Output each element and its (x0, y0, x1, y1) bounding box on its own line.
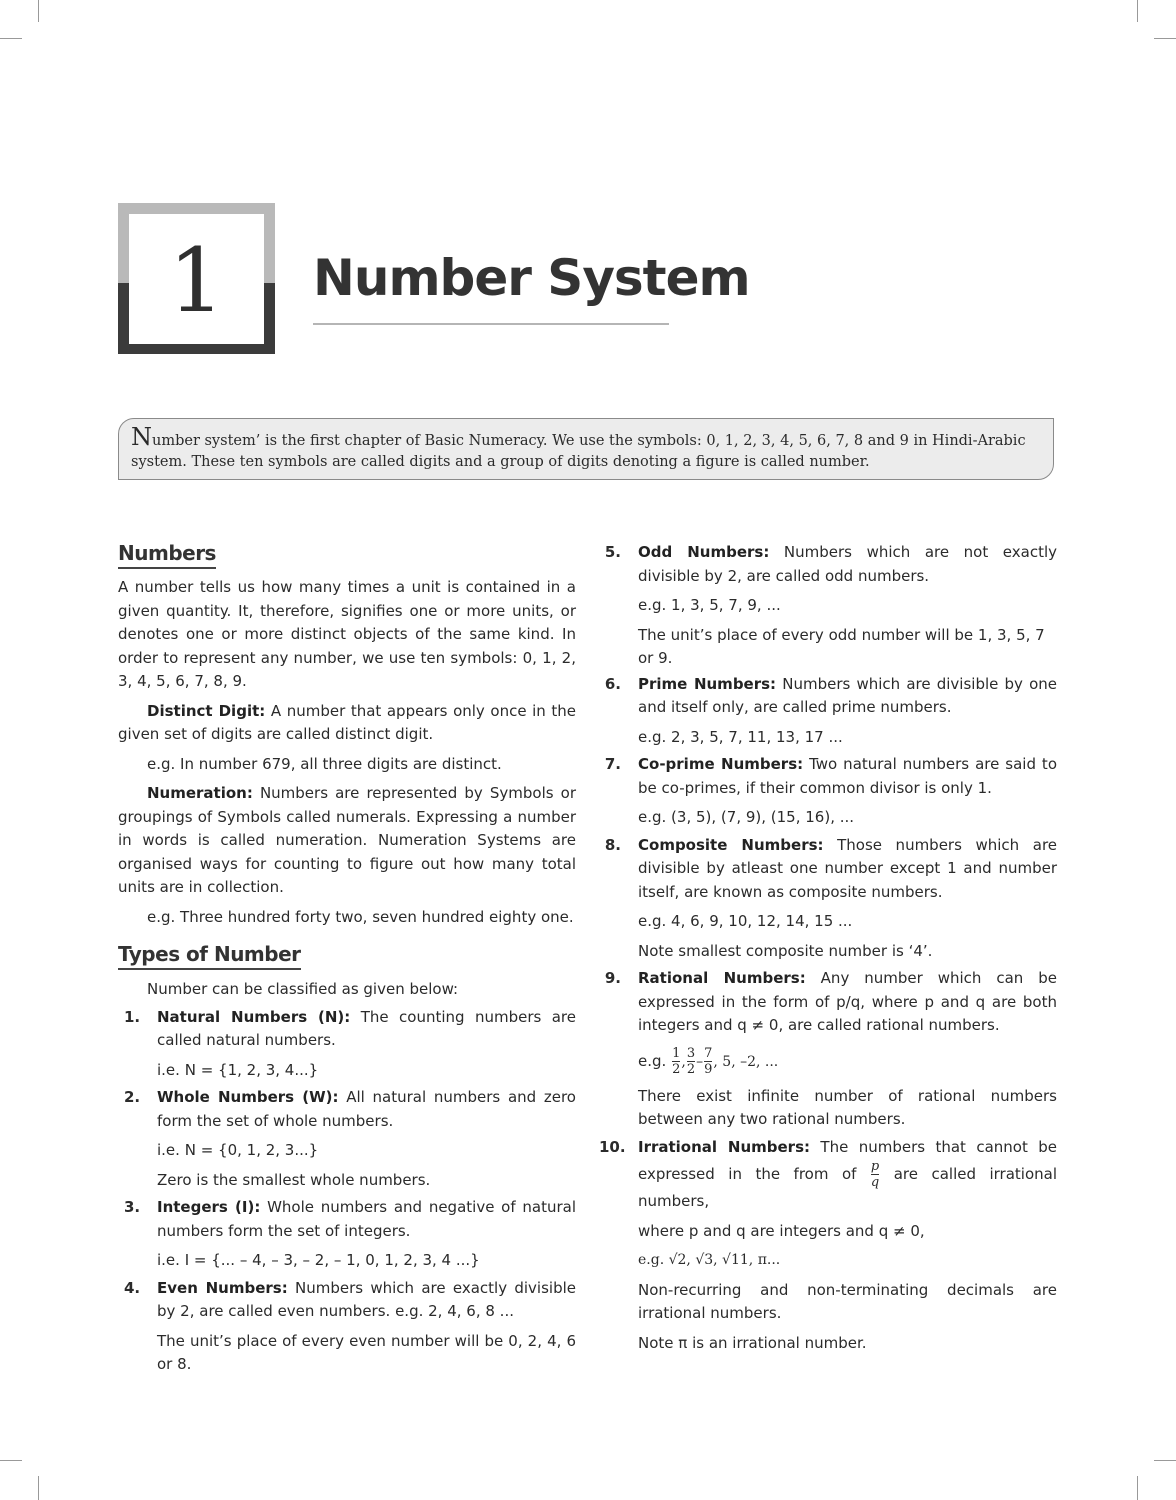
list-item-text: Those numbers which are divisible by atleast one number except 1 and number itself, are known as composite numbers. (638, 835, 1058, 901)
list-item-text: Whole numbers and negative of natural numbers form the set of integers. (157, 1198, 576, 1240)
numeration-text: Numbers are represented by Symbols or groupings of Symbols called numerals. Expressing a number in words is called numeration. Numeration Systems are organised ways for counting to figure out how many total units are in collection. (118, 784, 576, 896)
list-item (599, 1136, 1057, 1356)
rational-example-prefix: e.g. (638, 1051, 667, 1070)
intro-dropcap: N (131, 423, 152, 451)
list-item (599, 753, 1057, 830)
list-item-label: Irrational Numbers: (638, 1137, 811, 1156)
numeration-example: e.g. Three hundred forty two, seven hundred eighty one. (147, 907, 574, 926)
left-column (118, 540, 576, 1377)
list-item-example: i.e. I = {... – 4, – 3, – 2, – 1, 0, 1, 2, 3, 4 ...} (157, 1251, 480, 1269)
rational-example: e.g. $\frac{1}{2}$ , $\frac{3}{2}$ – $\frac{7}{9}$ , 5, –2, ... (638, 1045, 779, 1077)
list-item-example: e.g. (3, 5), (7, 9), (15, 16), ... (638, 808, 855, 826)
list-item-example: e.g. 4, 6, 9, 10, 12, 14, 15 ... (638, 912, 853, 930)
numeration-paragraph (118, 782, 576, 900)
list-item-number: 4. (124, 1278, 141, 1297)
intro-text: umber system’ is the first chapter of Basic Numeracy. We use the symbols: 0, 1, 2, 3, 4, 5, 6, 7, 8 and 9 in Hindi-Arabic system. These ten symbols are called digits and a group of digits denoting a figure is called number. (131, 433, 1026, 470)
numeration-label: Numeration: (147, 784, 253, 802)
right-column (599, 541, 1057, 1355)
crop-mark (38, 0, 39, 22)
distinct-digit-paragraph (118, 700, 576, 747)
list-item-text: Numbers which are divisible by one and itself only, are called prime numbers. (638, 674, 1058, 716)
section-heading-numbers: Numbers (118, 540, 216, 569)
crop-mark (1137, 0, 1138, 22)
section-heading-types: Types of Number (118, 941, 301, 970)
list-item (599, 967, 1057, 1132)
list-item-number: 6. (604, 674, 621, 693)
list-item-example: e.g. 1, 3, 5, 7, 9, ... (638, 596, 781, 614)
list-item (599, 673, 1057, 750)
list-item-text: Two natural numbers are said to be co-primes, if their common divisor is only 1. (638, 755, 1057, 797)
crop-mark (1137, 1476, 1138, 1500)
crop-mark (38, 1476, 39, 1500)
list-item (118, 1196, 576, 1273)
rational-example-tail: 5, –2, ... (722, 1053, 779, 1070)
list-item-note: Zero is the smallest whole numbers. (157, 1170, 431, 1189)
list-item-note: The unit’s place of every even number will be 0, 2, 4, 6 or 8. (157, 1331, 576, 1373)
crop-mark (1154, 38, 1176, 39)
list-item-note: The unit’s place of every odd number will be 1, 3, 5, 7 or 9. (638, 625, 1045, 667)
list-item-example: i.e. N = {1, 2, 3, 4...} (157, 1060, 319, 1079)
list-item-text: Numbers which are exactly divisible by 2, are called even numbers. e.g. 2, 4, 6, 8 ... (157, 1278, 576, 1320)
list-item-label: Odd Numbers: (638, 543, 770, 561)
list-item-text: Any number which can be expressed in the form of p/q, where p and q are both integers and q ≠ 0, are called rational numbers. (638, 969, 1058, 1034)
crop-mark (0, 38, 22, 39)
list-item-label: Even Numbers: (157, 1278, 288, 1297)
list-item-text-continued: are called irrational numbers, (638, 1165, 1057, 1210)
title-divider (313, 323, 669, 325)
list-item-example: e.g. √2, √3, √11, π... (638, 1252, 781, 1268)
fraction-one-half: $\frac{1}{2}$ (672, 1045, 681, 1077)
distinct-digit-text: A number that appears only once in the given set of digits are called distinct digit. (118, 701, 577, 743)
types-lead: Number can be classified as given below: (147, 980, 459, 998)
numbers-paragraph: A number tells us how many times a unit is contained in a given quantity. It, therefore, signifies one or more units, or denotes one or more distinct objects of the same kind. In order to represent any number, we use ten symbols: 0, 1, 2, 3, 4, 5, 6, 7, 8, 9. (118, 578, 576, 690)
fraction-seven-ninths: $\frac{7}{9}$ (704, 1045, 713, 1077)
list-item-number: 8. (604, 835, 621, 854)
list-item-text: The numbers that cannot be expressed in the from of (638, 1137, 1057, 1183)
list-item-note: There exist infinite number of rational numbers between any two rational numbers. (638, 1086, 1057, 1128)
list-item-example: i.e. N = {0, 1, 2, 3...} (157, 1141, 319, 1159)
list-item (118, 1006, 576, 1083)
list-item (118, 1277, 576, 1377)
crop-mark (0, 1460, 22, 1461)
list-item (118, 1086, 576, 1192)
list-item-number: 10. (599, 1137, 626, 1156)
intro-box (118, 418, 1054, 480)
chapter-badge (118, 203, 275, 354)
list-item (599, 541, 1057, 671)
list-item-label: Integers (I): (157, 1198, 261, 1216)
list-item-text: All natural numbers and zero form the set of whole numbers. (157, 1088, 576, 1130)
list-item-number: 5. (604, 543, 621, 561)
fraction-three-halves: $\frac{3}{2}$ (686, 1045, 696, 1077)
list-item-number: 7. (604, 755, 621, 773)
list-item-note: Note smallest composite number is ‘4’. (638, 941, 933, 960)
list-item-number: 1. (124, 1007, 141, 1026)
list-item (599, 834, 1057, 964)
list-item-label: Rational Numbers: (638, 969, 806, 987)
list-item-condition: where p and q are integers and q ≠ 0, (638, 1221, 925, 1240)
list-item-number: 9. (604, 969, 621, 987)
crop-mark (1154, 1460, 1176, 1461)
list-item-label: Natural Numbers (N): (157, 1007, 351, 1026)
chapter-title: Number System (313, 249, 750, 307)
fraction-p-over-q: $\frac{p}{q}$ (870, 1159, 880, 1190)
list-item-note: Non-recurring and non-terminating decimals are irrational numbers. (638, 1280, 1057, 1322)
list-item-text: Numbers which are not exactly divisible by 2, are called odd numbers. (638, 543, 1058, 585)
list-item-label: Co-prime Numbers: (638, 755, 804, 773)
list-item-note: Note π is an irrational number. (638, 1333, 867, 1352)
distinct-digit-label: Distinct Digit: (147, 701, 266, 720)
distinct-digit-example: e.g. In number 679, all three digits are distinct. (147, 754, 502, 773)
list-item-number: 2. (124, 1088, 141, 1106)
list-item-label: Whole Numbers (W): (157, 1088, 339, 1106)
list-item-label: Prime Numbers: (638, 674, 777, 693)
list-item-example: e.g. 2, 3, 5, 7, 11, 13, 17 ... (638, 727, 843, 746)
list-item-label: Composite Numbers: (638, 835, 824, 854)
chapter-number: 1 (168, 229, 225, 332)
list-item-text: The counting numbers are called natural numbers. (157, 1007, 576, 1049)
list-item-number: 3. (124, 1198, 141, 1216)
